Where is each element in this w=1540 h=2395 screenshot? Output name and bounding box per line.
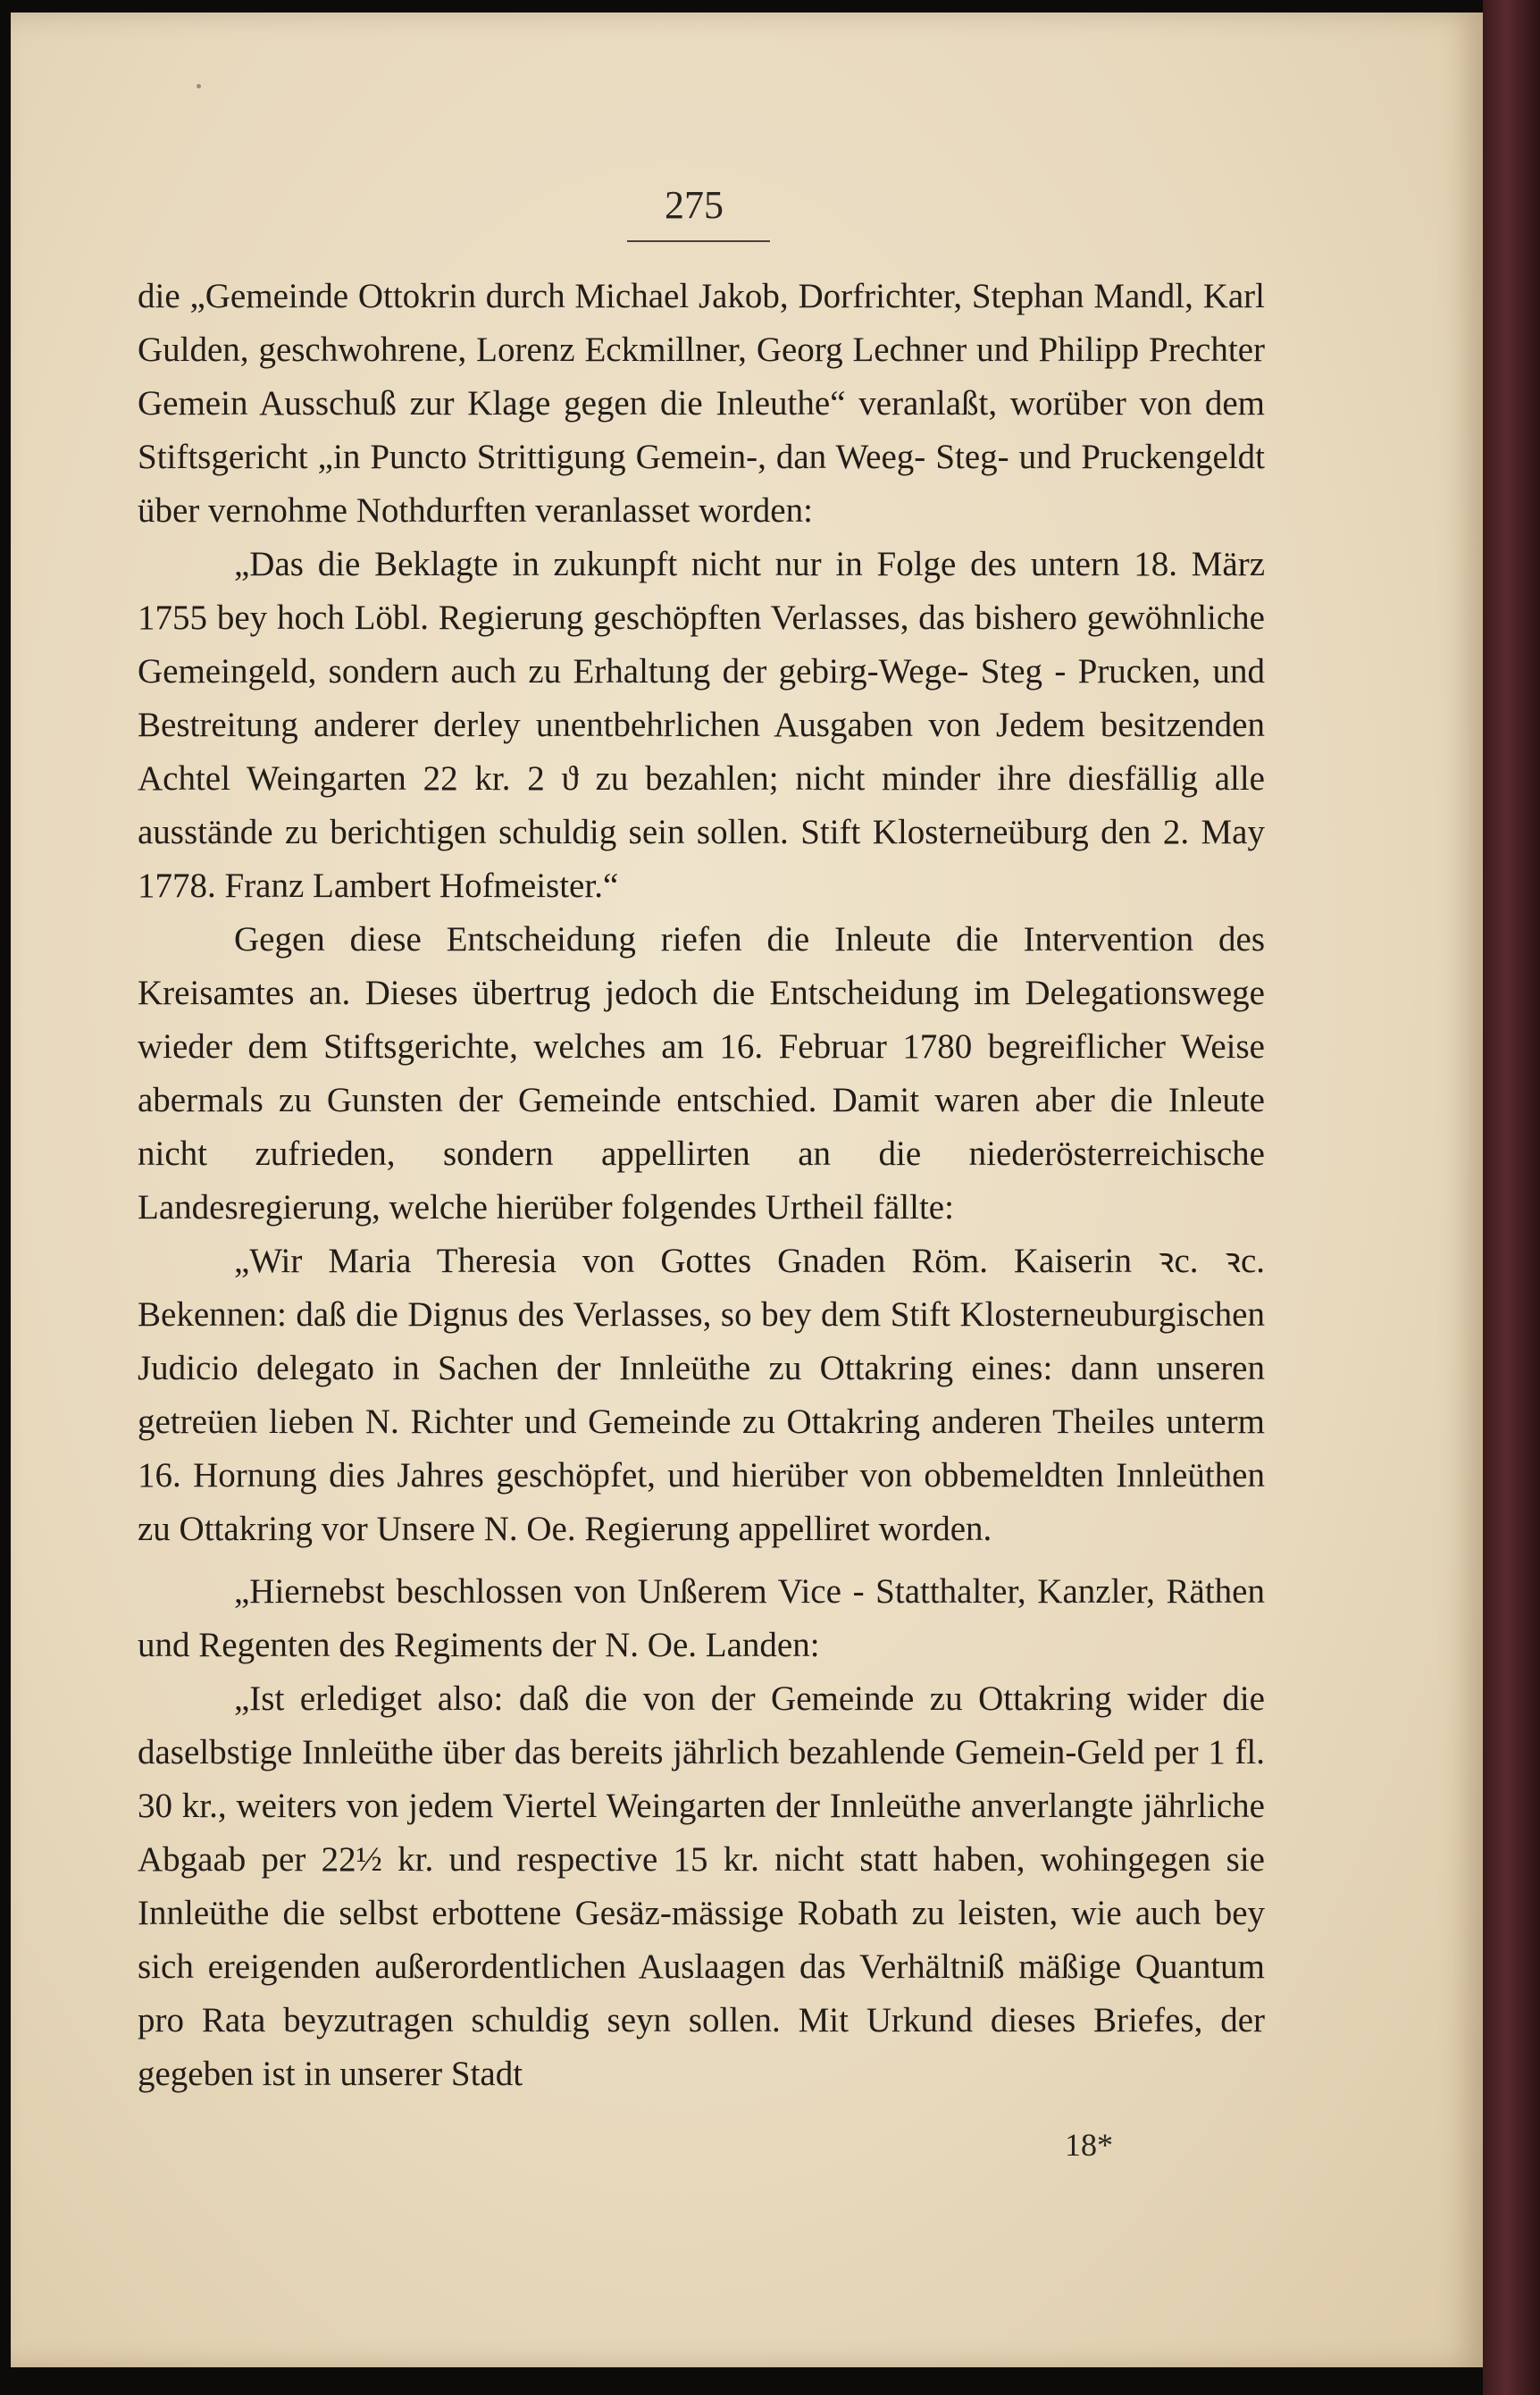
page-number: 275 bbox=[665, 183, 724, 227]
signature-mark: 18* bbox=[1065, 2127, 1113, 2163]
paper-speck bbox=[197, 84, 201, 88]
paragraph-1: die „Gemeinde Ottokrin durch Michael Jakob, Dorfrichter, Stephan Mandl, Karl Gulden, geschwohrene, Lorenz Eckmillner, Georg Lechner und Philipp Prechter Gemein Ausschuß zur Klage gegen die Inleuthe“ veranlaßt, worüber von dem Stiftsgericht „in Puncto Strittigung Gemein-, dan Weeg- Steg- und Pruckengeldt über vernohme Nothdurften veranlasset worden: bbox=[138, 277, 1265, 530]
paragraph-6: „Ist erlediget also: daß die von der Gemeinde zu Ottakring wider die daselbstige Innleüthe über das bereits jährlich bezahlende Gemein-Geld per 1 fl. 30 kr., weiters von jedem Viertel Weingarten der Innleüthe anverlangte jährliche Abgaab per 22½ kr. und respective 15 kr. nicht statt haben, wohingegen sie Innleüthe die selbst erbottene Gesäz-mässige Robath zu leisten, wie auch bey sich ereigenden außerordentlichen Auslaagen das Verhältniß mäßige Quantum pro Rata beyzutragen schuldig seyn sollen. Mit Urkund dieses Briefes, der gegeben ist in unserer Stadt bbox=[138, 1679, 1265, 2093]
header-rule bbox=[627, 240, 770, 242]
paragraph-2: „Das die Beklagte in zukunpft nicht nur in Folge des untern 18. März 1755 bey hoch Löbl. Regierung geschöpften Verlasses, das bishero gewöhnliche Gemeingeld, sondern auch zu Erhaltung der gebirg-Wege- Steg - Prucken, und Bestreitung anderer derley unentbehrlichen Ausgaben von Jedem besitzenden Achtel Weingarten 22 kr. 2 ϑ zu bezahlen; nicht minder ihre diesfällig alle ausstände zu berichtigen schuldig sein sollen. Stift Klosterneüburg den 2. May 1778. Franz Lambert Hofmeister.“ bbox=[138, 545, 1265, 905]
paragraph-4: „Wir Maria Theresia von Gottes Gnaden Röm. Kaiserin ꝛc. ꝛc. Bekennen: daß die Dignus des Verlasses, so bey dem Stift Klosterneuburgischen Judicio delegato in Sachen der Innleüthe zu Ottakring eines: dann unseren getreüen lieben N. Richter und Gemeinde zu Ottakring anderen Theiles unterm 16. Hornung dies Jahres geschöpfet, und hierüber von obbemeldten Innleüthen zu Ottakring vor Unsere N. Oe. Regierung appelliret worden. bbox=[138, 1242, 1265, 1548]
book-spine-edge bbox=[1483, 0, 1540, 2395]
book-page bbox=[11, 13, 1483, 2367]
paragraph-5: „Hiernebst beschlossen von Unßerem Vice - Statthalter, Kanzler, Räthen und Regenten des Regiments der N. Oe. Landen: bbox=[138, 1572, 1265, 1664]
body-text bbox=[138, 270, 1265, 2101]
paragraph-3: Gegen diese Entscheidung riefen die Inleute die Intervention des Kreisamtes an. Dieses übertrug jedoch die Entscheidung im Delegationswege wieder dem Stiftsgerichte, welches am 16. Februar 1780 begreiflicher Weise abermals zu Gunsten der Gemeinde entschied. Damit waren aber die Inleute nicht zufrieden, sondern appellirten an die niederösterreichische Landesregierung, welche hierüber folgendes Urtheil fällte: bbox=[138, 920, 1265, 1227]
